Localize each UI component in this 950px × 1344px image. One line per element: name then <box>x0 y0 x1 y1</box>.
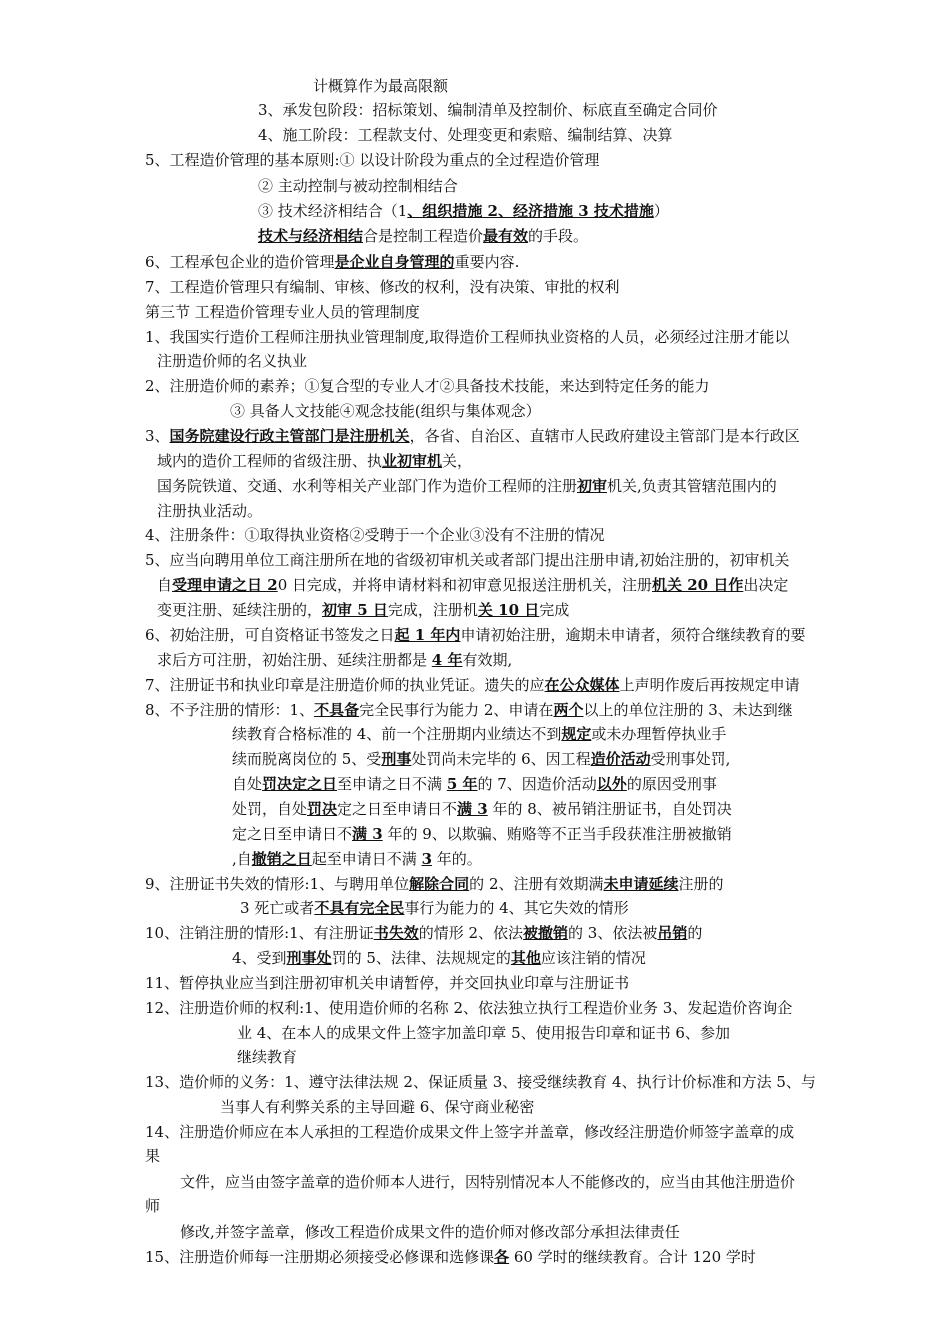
text-line <box>232 749 730 769</box>
text-segment: 7、注册证书和执业印章是注册造价师的执业凭证。遗失的应 <box>145 676 545 694</box>
text-segment: 13、造价师的义务：1、遵守法律法规 2、保证质量 3、接受继续教育 4、执行计价标准和方法 5、与 <box>145 1073 816 1091</box>
text-segment: 继续教育 <box>237 1048 298 1066</box>
emphasized-text: 撤销之日 <box>251 850 312 868</box>
text-line <box>232 849 482 869</box>
text-line <box>237 1047 297 1067</box>
text-line <box>258 176 458 196</box>
text-segment: 15、注册造价师每一注册期必须接受必修课和选修课 <box>145 1248 495 1266</box>
text-segment: 师 <box>145 1197 161 1215</box>
text-segment: 的 2、注册有效期满 <box>469 875 604 893</box>
text-line <box>145 923 702 943</box>
text-line <box>157 575 788 595</box>
text-line <box>145 376 710 396</box>
text-segment: 的 <box>687 924 703 942</box>
text-line <box>157 451 472 471</box>
text-segment: 出决定 <box>743 576 789 594</box>
text-segment: 14、注册造价师应在本人承担的工程造价成果文件上签字并盖章，修改经注册造价师签字盖章的成 <box>145 1123 795 1141</box>
text-segment: 6、初始注册，可自资格证书签发之日 <box>145 626 395 644</box>
text-segment: 60 学时的继续教育。合计 120 学时 <box>509 1248 756 1266</box>
text-segment: 以上的单位注册的 3、未达到继 <box>583 701 793 719</box>
text-line <box>220 1097 534 1117</box>
text-segment: 受刑事处罚, <box>650 750 731 768</box>
text-line <box>145 874 724 894</box>
emphasized-text: 不具有完全民 <box>314 899 405 917</box>
text-segment: 处罚，自处 <box>232 800 308 818</box>
text-segment: ，各省、自治区、直辖市人民政府建设主管部门是本行政区 <box>409 427 800 445</box>
text-line <box>145 150 599 170</box>
text-segment: 或未办理暂停执业手 <box>591 725 727 743</box>
text-segment: 续而脱离岗位的 5、受 <box>232 750 382 768</box>
text-segment: 3、承发包阶段：招标策划、编制清单及控制价、标底直至确定合同价 <box>258 101 718 119</box>
text-line <box>145 1122 794 1142</box>
text-segment: ③ 技术经济相结合（1 <box>258 202 408 220</box>
emphasized-text: 4 年 <box>431 651 463 669</box>
text-segment: 起至申请日不满 <box>311 850 422 868</box>
text-line <box>145 998 792 1018</box>
emphasized-text: 罚决 <box>307 800 338 818</box>
text-segment: 的 3、依法被 <box>568 924 658 942</box>
text-segment: 12、注册造价师的权利:1、使用造价师的名称 2、依法独立执行工程造价业务 3、发起造价咨询企 <box>145 999 793 1017</box>
text-line <box>145 252 519 272</box>
emphasized-text: 刑事 <box>381 750 412 768</box>
emphasized-text: 最有效 <box>483 227 529 245</box>
text-segment: 4、注册条件：①取得执业资格②受聘于一个企业③没有不注册的情况 <box>145 526 605 544</box>
text-line <box>232 724 726 744</box>
text-line <box>258 226 588 246</box>
emphasized-text: 造价活动 <box>590 750 651 768</box>
text-line <box>258 100 718 120</box>
emphasized-text: 各 <box>494 1248 510 1266</box>
text-line <box>145 277 620 297</box>
text-line <box>145 1247 756 1267</box>
text-line <box>145 973 629 993</box>
emphasized-text: 刑事处 <box>286 949 332 967</box>
text-line <box>157 476 777 496</box>
text-segment: 年的。 <box>432 850 482 868</box>
emphasized-text: 在公众媒体 <box>544 676 620 694</box>
text-segment: 合是控制工程造价 <box>363 227 484 245</box>
text-segment: 的情形 2、依法 <box>418 924 524 942</box>
text-segment: 果 <box>145 1147 161 1165</box>
emphasized-text: 国务院建设行政主管部门是注册机关 <box>169 427 410 445</box>
text-segment: 注册的 <box>678 875 724 893</box>
text-segment: 的手段。 <box>528 227 589 245</box>
text-segment: 9、注册证书失效的情形:1、与聘用单位 <box>145 875 410 893</box>
text-line <box>232 774 717 794</box>
text-segment: 修改,并签字盖章，修改工程造价成果文件的造价师对修改部分承担法律责任 <box>180 1223 680 1241</box>
text-line <box>157 501 262 521</box>
text-segment: 机关,负责其管辖范围内的 <box>607 477 777 495</box>
text-segment: 注册执业活动。 <box>157 502 263 520</box>
emphasized-text: 其他 <box>510 949 541 967</box>
text-segment: 完成 <box>539 601 570 619</box>
text-segment: 年的 9、以欺骗、贿赂等不正当手段获准注册被撤销 <box>382 825 732 843</box>
text-segment: 定之日至申请日不 <box>337 800 458 818</box>
text-line <box>157 600 569 620</box>
text-segment: 8、不予注册的情形：1、 <box>145 701 315 719</box>
text-line <box>157 650 512 670</box>
text-segment: 求后方可注册，初始注册、延续注册都是 <box>157 651 432 669</box>
text-segment: 的 7、因造价活动 <box>477 775 597 793</box>
emphasized-text: 两个 <box>553 701 584 719</box>
text-segment: ） <box>653 202 669 220</box>
text-line <box>180 1222 680 1242</box>
text-segment: 0 日完成，并将申请材料和初审意见报送注册机关，注册 <box>277 576 653 594</box>
emphasized-text: 受理申请之日 2 <box>172 576 278 594</box>
text-segment: 自处 <box>232 775 263 793</box>
text-segment: ③ 具备人文技能④观念技能(组织与集体观念） <box>230 402 541 420</box>
text-segment: 上声明作废后再按规定申请 <box>619 676 800 694</box>
emphasized-text: 罚决定之日 <box>262 775 338 793</box>
text-segment: 自 <box>157 576 173 594</box>
text-line <box>230 401 541 421</box>
emphasized-text: 是企业自身管理的 <box>334 253 455 271</box>
emphasized-text: 业初审机 <box>382 452 443 470</box>
text-segment: 计概算作为最高限额 <box>313 77 449 95</box>
text-segment: 至申请之日不满 <box>337 775 447 793</box>
text-segment: 罚的 5、法律、法规规定的 <box>331 949 511 967</box>
emphasized-text: 不具备 <box>314 701 360 719</box>
text-segment: 重要内容. <box>454 253 520 271</box>
text-line <box>237 1023 730 1043</box>
text-line <box>145 327 789 347</box>
text-line <box>145 1072 816 1092</box>
emphasized-text: 初审 <box>577 477 608 495</box>
text-segment: 文件，应当由签字盖章的造价师本人进行，因特别情况本人不能修改的，应当由其他注册造价 <box>180 1173 796 1191</box>
text-line <box>232 948 646 968</box>
text-segment: 年的 8、被吊销注册证书，自处罚决 <box>487 800 732 818</box>
text-segment: 完成，注册机 <box>387 601 478 619</box>
text-segment: 变更注册、延续注册的， <box>157 601 323 619</box>
emphasized-text: 书失效 <box>373 924 419 942</box>
emphasized-text: 初审 5 日 <box>322 601 388 619</box>
text-segment: 当事人有利弊关系的主导回避 6、保守商业秘密 <box>220 1098 535 1116</box>
emphasized-text: 5 年 <box>446 775 478 793</box>
text-segment: 关， <box>442 452 473 470</box>
text-line <box>145 700 793 720</box>
text-line <box>258 201 669 221</box>
text-segment: 完全民事行为能力 2、申请在 <box>359 701 554 719</box>
emphasized-text: 3 <box>421 850 433 868</box>
text-segment: 3 死亡或者 <box>240 899 315 917</box>
text-segment: 11、暂停执业应当到注册初审机关申请暂停，并交回执业印章与注册证书 <box>145 974 630 992</box>
emphasized-text: 解除合同 <box>409 875 470 893</box>
text-segment: 定之日至申请日不 <box>232 825 353 843</box>
text-segment: 注册造价师的名义执业 <box>157 352 308 370</box>
text-segment: 域内的造价工程师的省级注册、执 <box>157 452 383 470</box>
text-segment: 第三节 工程造价管理专业人员的管理制度 <box>145 303 420 321</box>
text-segment: 的原因受刑事 <box>626 775 717 793</box>
text-segment: 5、工程造价管理的基本原则:① 以设计阶段为重点的全过程造价管理 <box>145 151 600 169</box>
text-segment: 6、工程承包企业的造价管理 <box>145 253 335 271</box>
text-segment: ,自 <box>232 850 252 868</box>
emphasized-text: 满 3 <box>457 800 488 818</box>
text-line <box>180 1172 795 1192</box>
emphasized-text: 规定 <box>561 725 592 743</box>
text-line <box>145 426 800 446</box>
text-segment: 7、工程造价管理只有编制、审核、修改的权利，没有决策、审批的权利 <box>145 278 620 296</box>
text-segment: 事行为能力的 4、其它失效的情形 <box>404 899 629 917</box>
text-segment: 申请初始注册，逾期未申请者，须符合继续教育的要 <box>460 626 806 644</box>
emphasized-text: 机关 20 日作 <box>652 576 744 594</box>
text-line <box>232 824 732 844</box>
text-segment: 4、施工阶段：工程款支付、处理变更和索赔、编制结算、决算 <box>258 126 673 144</box>
text-line <box>145 550 789 570</box>
text-segment: 10、注销注册的情形:1、有注册证 <box>145 924 374 942</box>
text-segment: 续教育合格标准的 4、前一个注册期内业绩达不到 <box>232 725 562 743</box>
text-segment: 国务院铁道、交通、水利等相关产业部门作为造价工程师的注册 <box>157 477 578 495</box>
text-line <box>145 675 800 695</box>
emphasized-text: 满 3 <box>352 825 383 843</box>
text-segment: 业 4、在本人的成果文件上签字加盖印章 5、使用报告印章和证书 6、参加 <box>237 1024 730 1042</box>
text-line <box>258 125 673 145</box>
text-line <box>313 76 448 96</box>
text-line <box>240 898 629 918</box>
text-segment: 4、受到 <box>232 949 287 967</box>
text-line <box>232 799 732 819</box>
text-segment: 应该注销的情况 <box>540 949 646 967</box>
text-line <box>157 351 307 371</box>
text-line <box>145 302 420 322</box>
emphasized-text: 未申请延续 <box>603 875 679 893</box>
emphasized-text: 技术与经济相结 <box>258 227 364 245</box>
text-line <box>145 1196 160 1216</box>
emphasized-text: 以外 <box>596 775 627 793</box>
emphasized-text: 起 1 年内 <box>394 626 461 644</box>
text-line <box>145 625 805 645</box>
emphasized-text: 吊销 <box>657 924 688 942</box>
text-segment: 3、 <box>145 427 170 445</box>
text-segment: 有效期, <box>462 651 513 669</box>
text-line <box>145 1146 160 1166</box>
text-segment: 5、应当向聘用单位工商注册所在地的省级初审机关或者部门提出注册申请,初始注册的，初审机关 <box>145 551 790 569</box>
text-segment: ② 主动控制与被动控制相结合 <box>258 177 458 195</box>
text-segment: 2、注册造价师的素养；①复合型的专业人才②具备技术技能，来达到特定任务的能力 <box>145 377 710 395</box>
text-line <box>145 525 605 545</box>
text-segment: 1、我国实行造价工程师注册执业管理制度,取得造价工程师执业资格的人员，必须经过注册才能以 <box>145 328 790 346</box>
emphasized-text: 关 10 日 <box>477 601 540 619</box>
emphasized-text: 、组织措施 2、经济措施 3 技术措施 <box>407 202 654 220</box>
text-segment: 处罚尚未完毕的 6、因工程 <box>411 750 591 768</box>
emphasized-text: 被撤销 <box>523 924 569 942</box>
